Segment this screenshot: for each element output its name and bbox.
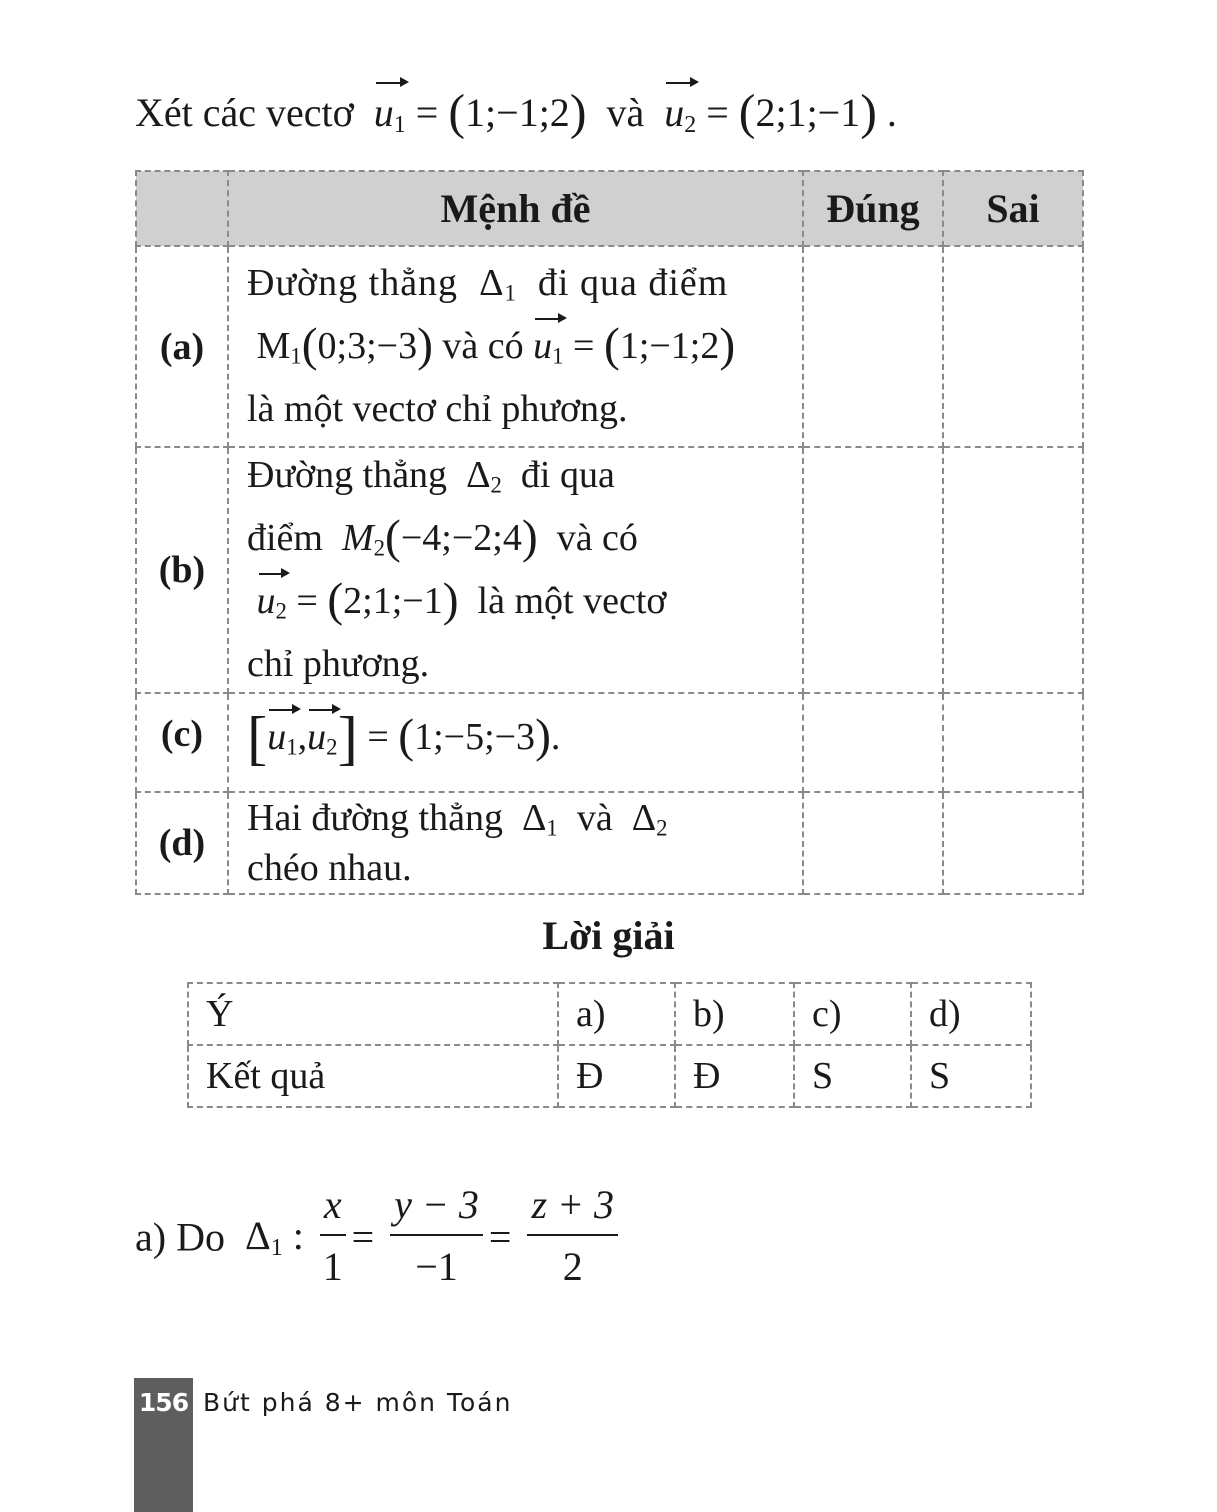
vector-u1: $u_1$ (533, 320, 563, 383)
intro-connector: và (606, 90, 645, 135)
statement-text: $[u_1,u_2]$ = (1;−5;−3). (228, 693, 803, 792)
result-cell: Đ (675, 1045, 794, 1107)
vector-u1: $u_1$ (267, 711, 297, 774)
statement-table-header (136, 171, 1083, 246)
line-equation: a) Do $\Delta_1$ : $\frac{x}{1}$ = $\frac{y - 3}{-1}$ = $\frac{z + 3}{2}$ (135, 1176, 624, 1298)
result-cell: Kết quả (188, 1045, 558, 1107)
statement-text: Đường thẳng $\Delta_2$ đi qua điểm $M_2(-4;-2;4)$ và có $u_2$ = (2;1;−1) là một vectơ chỉ phương. (228, 447, 803, 693)
true-cell[interactable] (803, 693, 943, 792)
header-false: Sai (943, 171, 1083, 246)
result-table (187, 982, 1032, 1108)
intro-prefix: Xét các vectơ (135, 90, 354, 135)
row-label: (d) (136, 792, 228, 894)
statement-text: Hai đường thẳng $\Delta_1$ và $\Delta_2$ chéo nhau. (228, 792, 803, 894)
statement-row-d (136, 792, 1083, 894)
result-cell: Đ (558, 1045, 675, 1107)
result-header-cell: c) (794, 983, 911, 1045)
statement-row-a (136, 246, 1083, 447)
delta-1: $\Delta_1$ (521, 796, 558, 841)
equation-prefix: a) Do (135, 1214, 225, 1260)
true-cell[interactable] (803, 447, 943, 693)
delta-1: $\Delta_1$ (244, 1213, 283, 1261)
true-cell[interactable] (803, 246, 943, 447)
row-label: (a) (136, 246, 228, 447)
delta-1: $\Delta_1$ (479, 262, 517, 306)
false-cell[interactable] (943, 792, 1083, 894)
header-empty (136, 171, 228, 246)
book-title: Bứt phá 8+ môn Toán (203, 1388, 513, 1417)
delta-2: $\Delta_2$ (631, 796, 668, 841)
vector-u2: $u_2$ (307, 711, 337, 774)
delta-2: $\Delta_2$ (466, 454, 502, 499)
result-cell: S (911, 1045, 1031, 1107)
vector-u2: $u_2$ (664, 84, 696, 154)
vector-u2-value: 2;1;−1 (755, 90, 861, 135)
result-header-row (188, 983, 1031, 1045)
false-cell[interactable] (943, 447, 1083, 693)
statement-table (135, 170, 1084, 895)
fraction-z: $\frac{z + 3}{2}$ (527, 1176, 618, 1298)
header-statement: Mệnh đề (228, 171, 803, 246)
false-cell[interactable] (943, 693, 1083, 792)
solution-title: Lời giải (542, 913, 675, 958)
vector-u1: $u_1$ (374, 84, 406, 154)
false-cell[interactable] (943, 246, 1083, 447)
point-m2: $M_2$ (341, 517, 386, 561)
statement-row-b (136, 447, 1083, 693)
vector-u2: $u_2$ (257, 575, 287, 638)
result-header-cell: d) (911, 983, 1031, 1045)
fraction-x: $\frac{x}{1}$ (320, 1176, 346, 1298)
vector-u1-value: 1;−1;2 (465, 90, 570, 135)
result-value-row (188, 1045, 1031, 1107)
result-header-cell: b) (675, 983, 794, 1045)
intro-line: Xét các vectơ $u_1$ = (1;−1;2) và $u_2$ = (2;1;−1) . (135, 84, 897, 154)
point-m1: $M_1$ (256, 325, 302, 369)
true-cell[interactable] (803, 792, 943, 894)
statement-text: Đường thẳng $\Delta_1$ đi qua điểm $M_1(0;3;-3)$ và có $u_1$ = (1;−1;2) là một vectơ chỉ phương. (228, 246, 803, 447)
page-number: 156 (138, 1388, 189, 1417)
row-label: (b) (136, 447, 228, 693)
statement-row-c (136, 693, 1083, 792)
result-header-cell: a) (558, 983, 675, 1045)
result-header-cell: Ý (188, 983, 558, 1045)
result-cell: S (794, 1045, 911, 1107)
fraction-y: $\frac{y - 3}{-1}$ (390, 1176, 483, 1298)
row-label: (c) (136, 693, 228, 792)
header-true: Đúng (803, 171, 943, 246)
